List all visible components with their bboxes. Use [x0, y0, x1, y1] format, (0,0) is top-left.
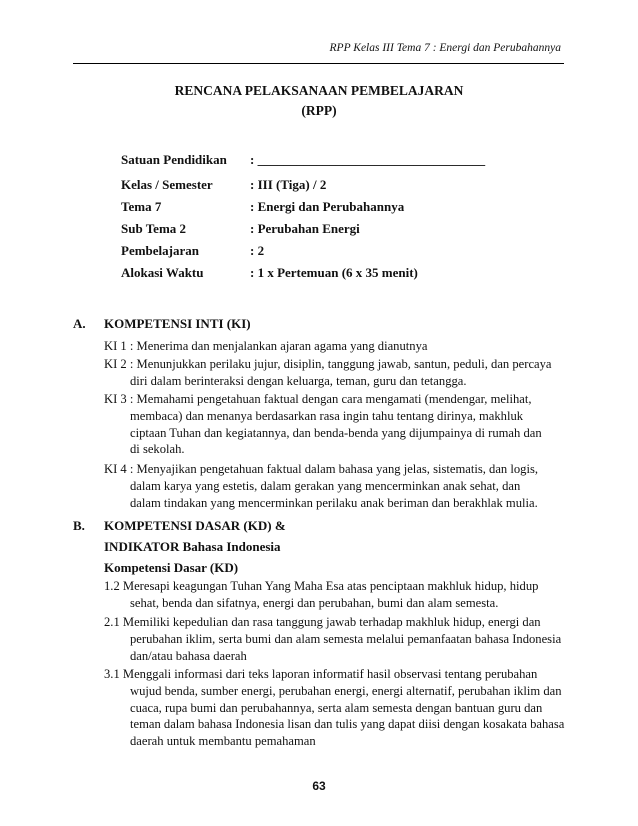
ki-item [104, 461, 538, 511]
ki-line: di sekolah. [130, 442, 185, 457]
identity-value: : ___________________________________ [250, 152, 486, 167]
kd-line: 2.1 Memiliki kepedulian dan rasa tanggung jawab terhadap makhluk hidup, energi dan [104, 615, 541, 629]
page-number: 63 [312, 779, 326, 793]
ki-line: dalam karya yang estetis, dalam gerakan yang mencerminkan anak sehat, dan [130, 478, 521, 493]
header-rule [73, 63, 564, 64]
identity-row [121, 199, 404, 215]
ki-line: KI 2 : Menunjukkan perilaku jujur, disiplin, tanggung jawab, santun, peduli, dan percaya [104, 357, 552, 371]
document-title-abbrev: (RPP) [301, 103, 337, 118]
ki-item [104, 356, 552, 390]
kd-item [104, 614, 561, 664]
identity-row [121, 243, 264, 259]
kd-item [104, 578, 538, 612]
kd-subheading: Kompetensi Dasar (KD) [104, 560, 239, 575]
identity-value: : 1 x Pertemuan (6 x 35 menit) [250, 265, 418, 280]
ki-line: dalam tindakan yang mencerminkan perilaku anak beriman dan berakhlak mulia. [130, 495, 538, 510]
identity-label: Pembelajaran [121, 243, 199, 258]
identity-row [121, 221, 360, 237]
document-title: RENCANA PELAKSANAAN PEMBELAJARAN [174, 83, 464, 98]
kd-line: wujud benda, sumber energi, perubahan energi, energi alternatif, perubahan iklim dan [130, 683, 562, 698]
kd-line: sehat, benda dan sifatnya, energi dan perubahan, bumi dan alam semesta. [130, 595, 499, 610]
ki-line: KI 1 : Menerima dan menjalankan ajaran agama yang dianutnya [104, 339, 428, 353]
identity-label: Satuan Pendidikan [121, 152, 227, 167]
identity-value: : Energi dan Perubahannya [250, 199, 405, 214]
section-b-title-line2: INDIKATOR Bahasa Indonesia [104, 539, 281, 554]
ki-item [104, 338, 427, 355]
section-b-letter: B. [73, 518, 85, 533]
identity-row [121, 152, 485, 168]
ki-item [104, 391, 542, 458]
identity-label: Alokasi Waktu [121, 265, 204, 280]
ki-line: diri dalam berinteraksi dengan keluarga, teman, guru dan tetangga. [130, 373, 467, 388]
ki-line: membaca) dan menanya berdasarkan rasa ingin tahu tentang dirinya, makhluk [130, 408, 524, 423]
kd-line: 3.1 Menggali informasi dari teks laporan informatif hasil observasi tentang perubahan [104, 667, 538, 681]
ki-line: KI 3 : Memahami pengetahuan faktual dengan cara mengamati (mendengar, melihat, [104, 392, 532, 406]
identity-row [121, 265, 418, 281]
section-a-title: KOMPETENSI INTI (KI) [104, 316, 251, 331]
identity-row [121, 177, 326, 193]
identity-label: Tema 7 [121, 199, 162, 214]
section-b-title: KOMPETENSI DASAR (KD) & [104, 518, 286, 533]
section-a-letter: A. [73, 316, 86, 331]
identity-value: : III (Tiga) / 2 [250, 177, 327, 192]
kd-line: cuaca, rupa bumi dan perubahannya, serta alam semesta dengan bantuan guru dan [130, 700, 543, 715]
identity-value: : Perubahan Energi [250, 221, 360, 236]
identity-label: Kelas / Semester [121, 177, 213, 192]
ki-line: ciptaan Tuhan dan kegiatannya, dan benda-benda yang dijumpainya di rumah dan [130, 425, 542, 440]
identity-value: : 2 [250, 243, 265, 258]
kd-line: 1.2 Meresapi keagungan Tuhan Yang Maha Esa atas penciptaan makhluk hidup, hidup [104, 579, 539, 593]
ki-line: KI 4 : Menyajikan pengetahuan faktual dalam bahasa yang jelas, sistematis, dan logis, [104, 462, 539, 476]
identity-label: Sub Tema 2 [121, 221, 187, 236]
kd-line: daerah untuk membantu pemahaman [130, 734, 316, 749]
kd-line: dan/atau bahasa daerah [130, 648, 247, 663]
kd-item [104, 666, 564, 750]
running-header: RPP Kelas III Tema 7 : Energi dan Perubahannya [329, 42, 561, 54]
kd-line: perubahan iklim, serta bumi dan alam semesta melalui pemanfaatan bahasa Indonesia [130, 631, 562, 646]
kd-line: teman dalam bahasa Indonesia lisan dan tulis yang dapat diisi dengan kosakata bahasa [130, 717, 565, 732]
